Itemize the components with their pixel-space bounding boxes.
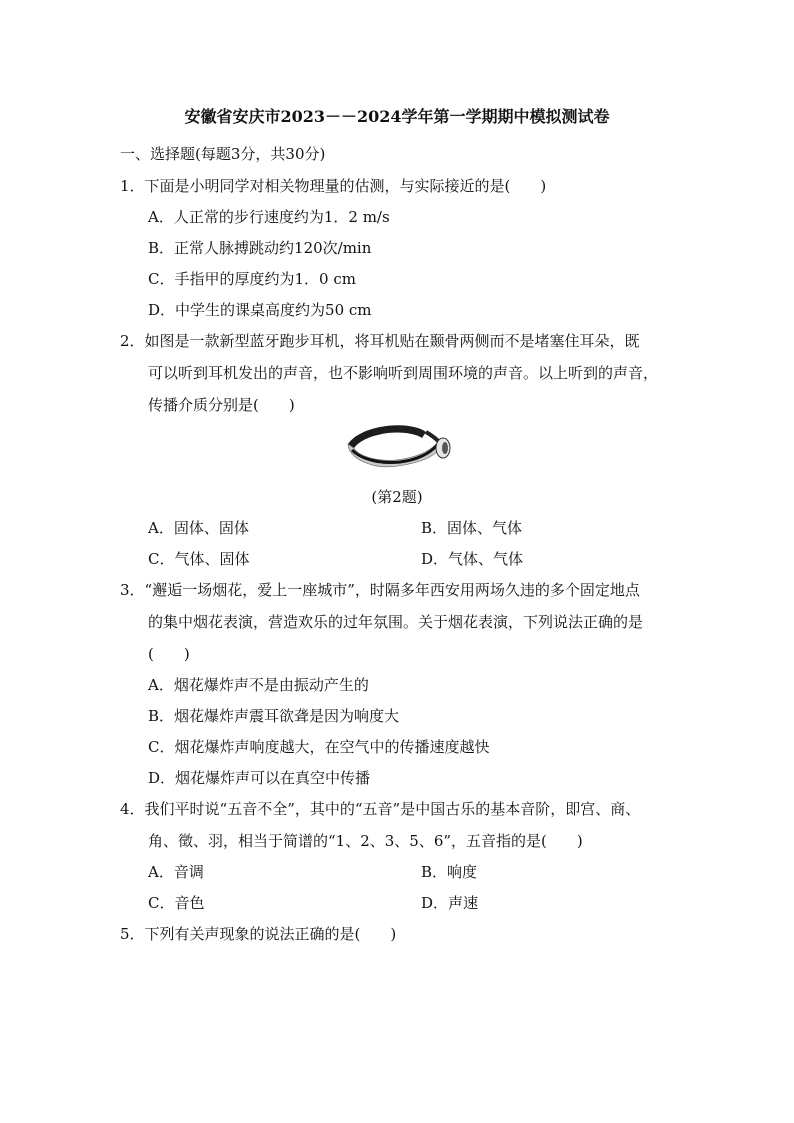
question-2-stem-line-2: 可以听到耳机发出的声音，也不影响听到周围环境的声音。以上听到的声音， — [148, 364, 659, 382]
question-3-stem-line-2: 的集中烟花表演，营造欢乐的过年氛围。关于烟花表演，下列说法正确的是 — [148, 613, 644, 631]
figure-caption: (第2题) — [371, 488, 423, 506]
q3-option-c: C．烟花爆炸声响度越大，在空气中的传播速度越快 — [148, 738, 490, 756]
q2-option-c: C．气体、固体 — [148, 550, 250, 568]
section-heading: 一、选择题(每题3分，共30分) — [120, 145, 326, 163]
question-5-stem: 5．下列有关声现象的说法正确的是( ) — [120, 925, 397, 943]
question-3-stem-line-3: ( ) — [148, 645, 190, 663]
q4-option-b: B．响度 — [421, 863, 478, 881]
question-2-stem-line-1: 2．如图是一款新型蓝牙跑步耳机，将耳机贴在颞骨两侧而不是堵塞住耳朵，既 — [120, 332, 640, 350]
headphone-figure — [342, 418, 454, 476]
question-2-stem-line-3: 传播介质分别是( ) — [148, 396, 295, 414]
question-3-stem-line-1: 3．“邂逅一场烟花，爱上一座城市”，时隔多年西安用两场久违的多个固定地点 — [120, 581, 640, 599]
q2-option-a: A．固体、固体 — [148, 519, 249, 537]
q4-option-c: C．音色 — [148, 894, 205, 912]
q2-option-b: B．固体、气体 — [421, 519, 523, 537]
q1-option-a: A．人正常的步行速度约为1．2 m/s — [148, 208, 390, 226]
q2-option-d: D．气体、气体 — [421, 550, 524, 568]
q3-option-a: A．烟花爆炸声不是由振动产生的 — [148, 676, 369, 694]
q1-option-d: D．中学生的课桌高度约为50 cm — [148, 301, 372, 319]
question-1-stem: 1．下面是小明同学对相关物理量的估测，与实际接近的是( ) — [120, 177, 547, 195]
q4-option-d: D．声速 — [421, 894, 479, 912]
question-4-stem-line-2: 角、徵、羽，相当于简谱的“1、2、3、5、6”，五音指的是( ) — [148, 832, 583, 850]
q3-option-b: B．烟花爆炸声震耳欲聋是因为响度大 — [148, 707, 400, 725]
q1-option-b: B．正常人脉搏跳动约120次/min — [148, 239, 372, 257]
exam-title: 安徽省安庆市2023－－2024学年第一学期期中模拟测试卷 — [184, 107, 610, 126]
q1-option-c: C．手指甲的厚度约为1．0 cm — [148, 270, 356, 288]
q3-option-d: D．烟花爆炸声可以在真空中传播 — [148, 769, 371, 787]
q4-option-a: A．音调 — [148, 863, 204, 881]
question-4-stem-line-1: 4．我们平时说“五音不全”，其中的“五音”是中国古乐的基本音阶，即宫、商、 — [120, 800, 641, 818]
